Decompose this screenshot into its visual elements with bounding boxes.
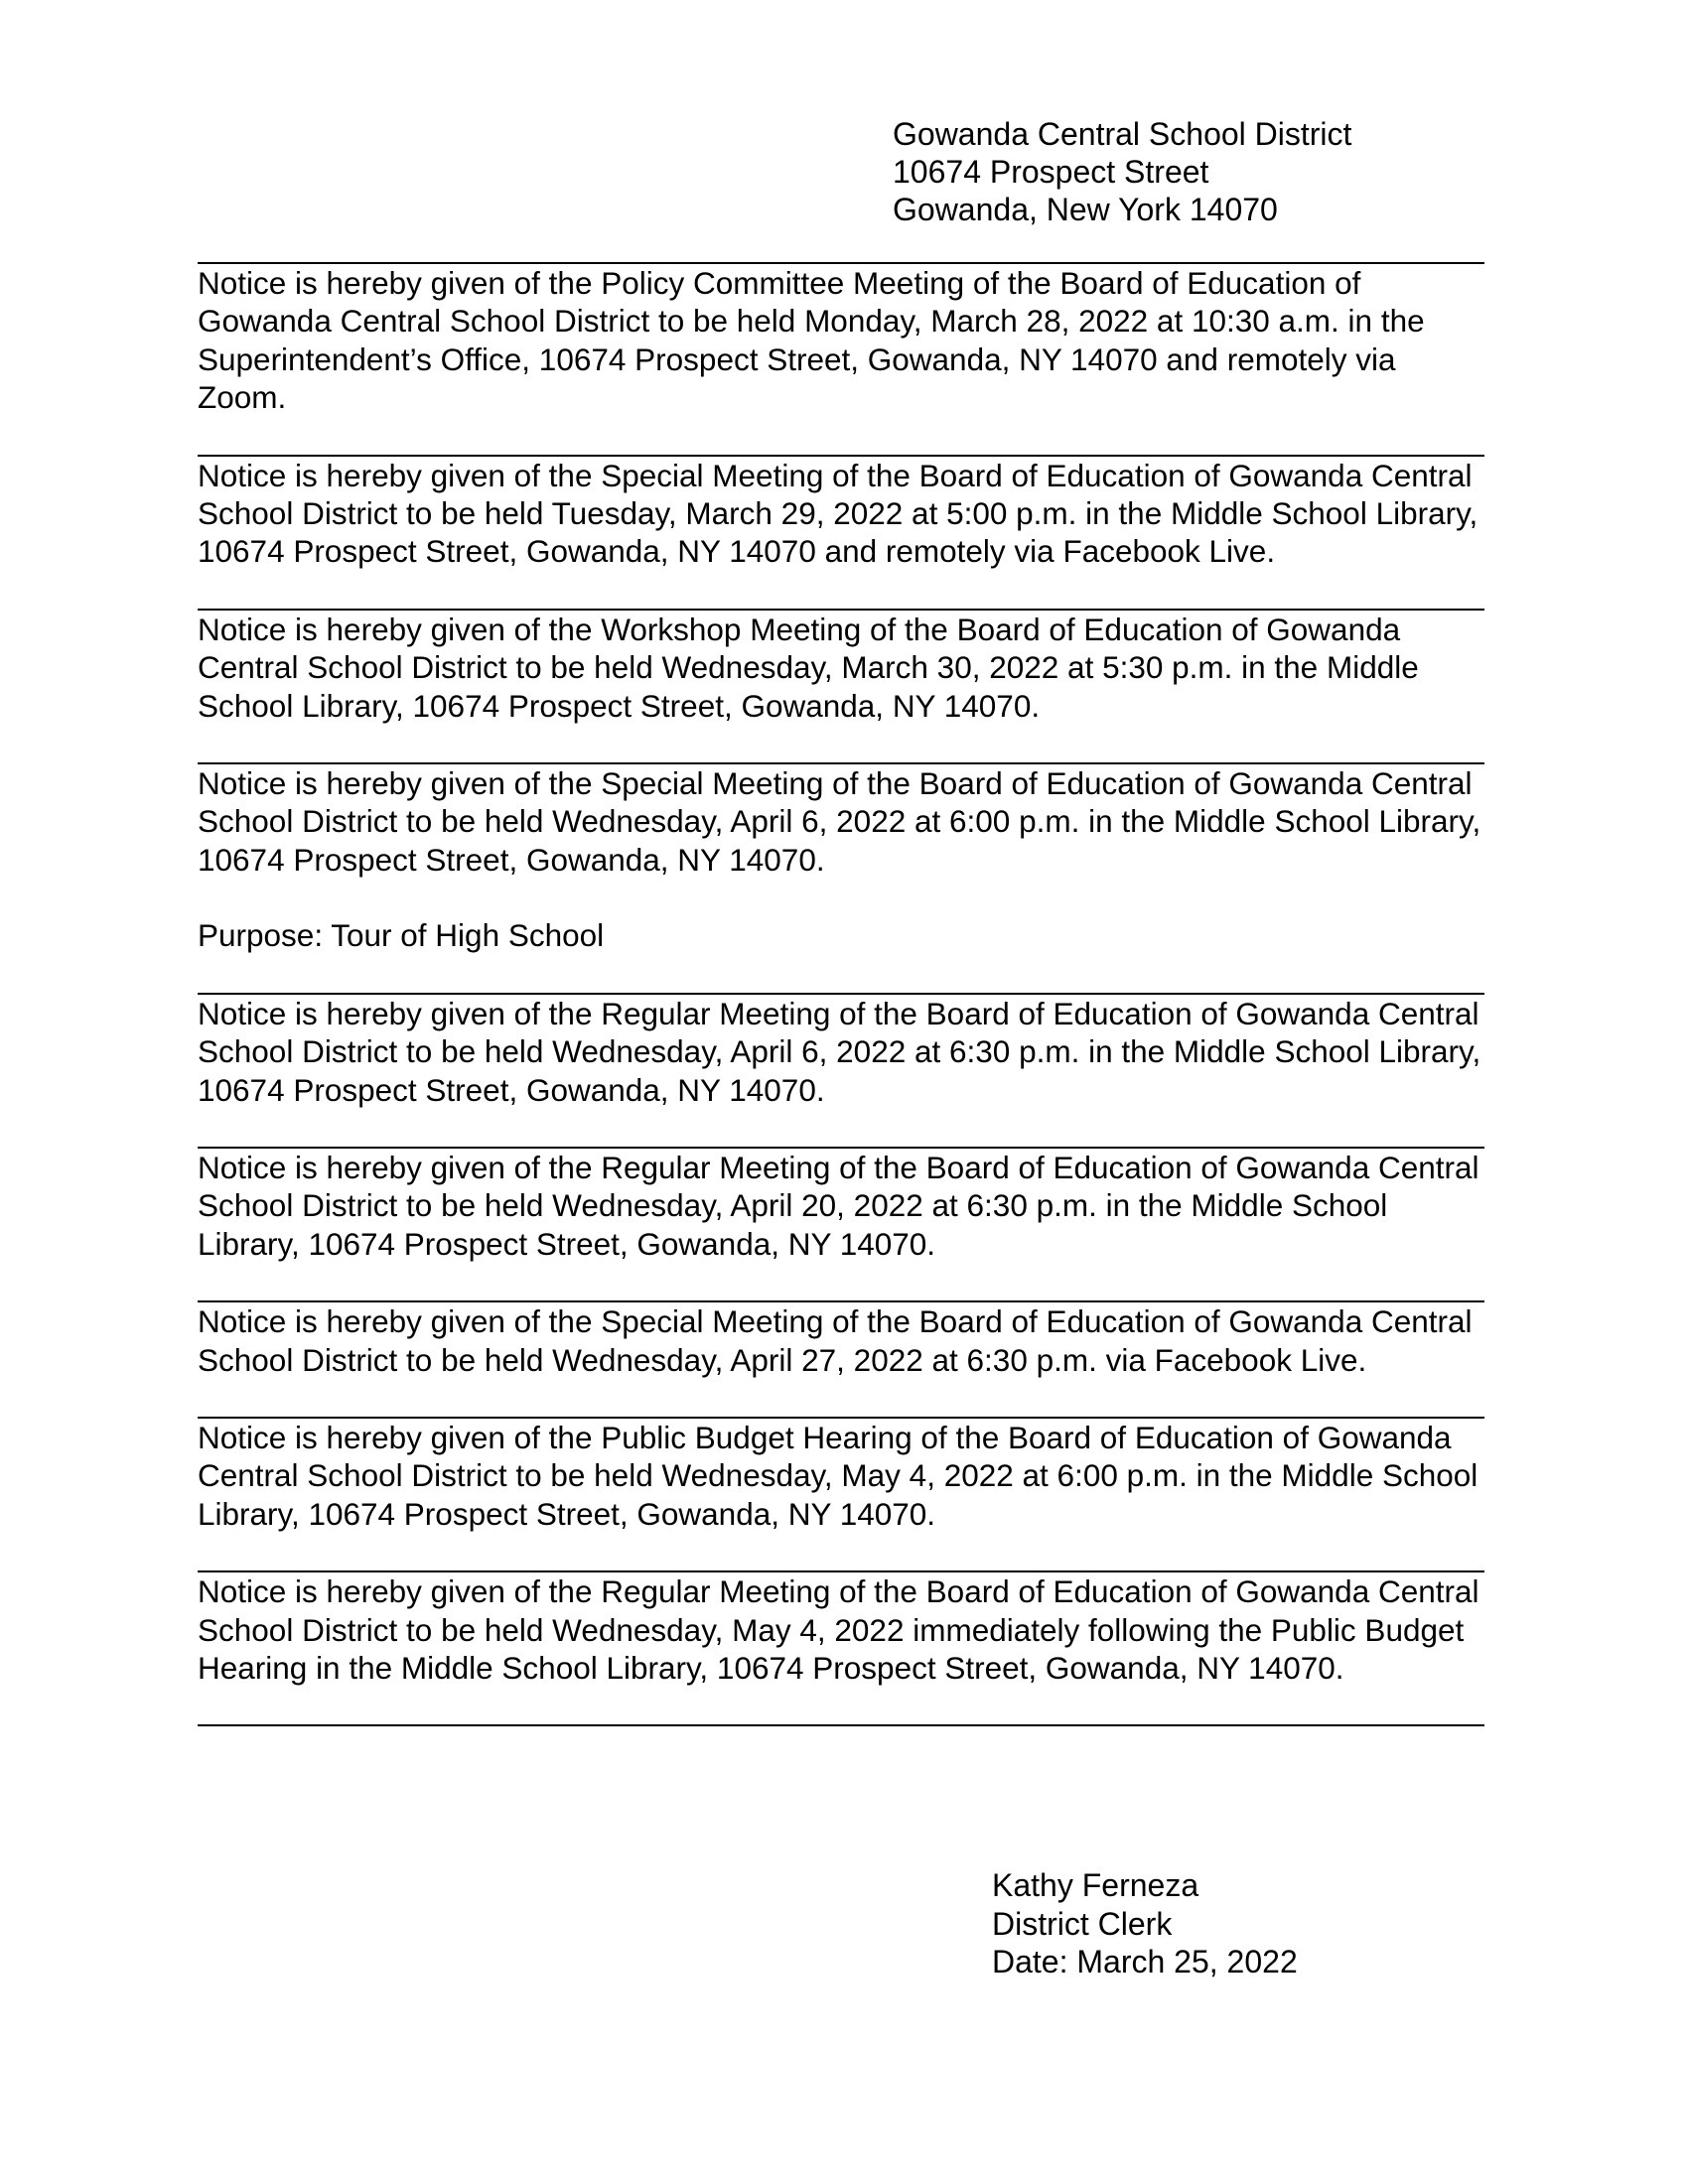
notice-paragraph: Notice is hereby given of the Policy Committee Meeting of the Board of Education of Gowanda Central School District to be held Monday, March 28, 2022 at 10:30 a.m. in the Superintendent’s Office, 10674 Prospect Street, Gowanda, NY 14070 and remotely via Zoom.: [198, 265, 1425, 416]
district-name: Gowanda Central School District: [893, 116, 1352, 152]
notice-paragraph: Notice is hereby given of the Regular Meeting of the Board of Education of Gowanda Central School District to be held Wednesday, April 6, 2022 at 6:30 p.m. in the Middle School Library, 10674 Prospect Street, Gowanda, NY 14070.: [198, 995, 1481, 1108]
notice-paragraph: Notice is hereby given of the Special Meeting of the Board of Education of Gowanda Central School District to be held Wednesday, April 27, 2022 at 6:30 p.m. via Facebook Live.: [198, 1303, 1473, 1378]
divider-rule: [198, 1724, 1484, 1726]
clerk-title: District Clerk: [992, 1905, 1173, 1942]
district-street: 10674 Prospect Street: [893, 154, 1209, 190]
notice-purpose: Purpose: Tour of High School: [198, 917, 605, 954]
notice-paragraph: Notice is hereby given of the Regular Meeting of the Board of Education of Gowanda Central School District to be held Wednesday, May 4, 2022 immediately following the Public Budget Hearing in the Middle School Library, 10674 Prospect Street, Gowanda, NY 14070.: [198, 1573, 1479, 1686]
notice-paragraph: Notice is hereby given of the Special Meeting of the Board of Education of Gowanda Central School District to be held Wednesday, April 6, 2022 at 6:00 p.m. in the Middle School Library, 10674 Prospect Street, Gowanda, NY 14070.: [198, 765, 1481, 878]
district-city: Gowanda, New York 14070: [893, 192, 1278, 227]
notice-date: Date: March 25, 2022: [992, 1944, 1298, 1979]
signature-block: [992, 1866, 1298, 1981]
notice-paragraph: Notice is hereby given of the Workshop Meeting of the Board of Education of Gowanda Central School District to be held Wednesday, March 30, 2022 at 5:30 p.m. in the Middle School Library, 10674 Prospect Street, Gowanda, NY 14070.: [198, 611, 1419, 724]
notices-list: [198, 262, 1484, 1726]
district-address: [893, 115, 1351, 228]
clerk-name: Kathy Ferneza: [992, 1867, 1199, 1903]
notice-paragraph: Notice is hereby given of the Public Budget Hearing of the Board of Education of Gowanda Central School District to be held Wednesday, May 4, 2022 at 6:00 p.m. in the Middle School Library, 10674 Prospect Street, Gowanda, NY 14070.: [198, 1419, 1478, 1532]
notice-paragraph: Notice is hereby given of the Regular Meeting of the Board of Education of Gowanda Central School District to be held Wednesday, April 20, 2022 at 6:30 p.m. in the Middle School Library, 10674 Prospect Street, Gowanda, NY 14070.: [198, 1149, 1479, 1262]
notice-paragraph: Notice is hereby given of the Special Meeting of the Board of Education of Gowanda Central School District to be held Tuesday, March 29, 2022 at 5:00 p.m. in the Middle School Library, 10674 Prospect Street, Gowanda, NY 14070 and remotely via Facebook Live.: [198, 457, 1478, 570]
